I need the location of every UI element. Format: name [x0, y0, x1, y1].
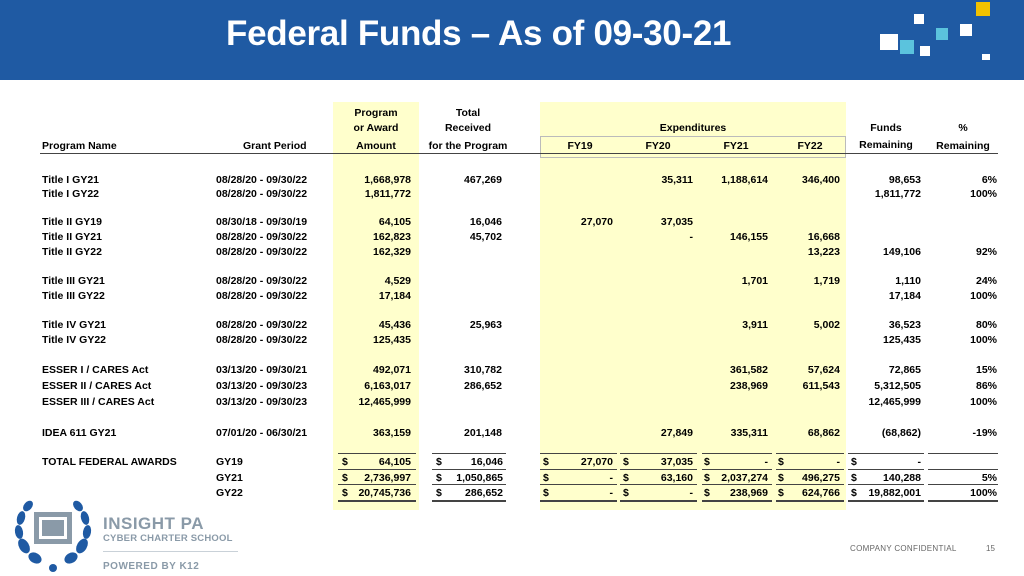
- dollar-sign: $: [436, 487, 442, 499]
- totals-rule: [540, 500, 617, 502]
- cell-fy22: 346,400: [802, 174, 840, 186]
- cell-period: 08/28/20 - 09/30/22: [216, 334, 308, 346]
- totals-rule: [848, 500, 924, 502]
- cell-remaining: 125,435: [883, 334, 921, 346]
- cell-remaining: 72,865: [888, 364, 921, 376]
- cell-award: 492,071: [373, 364, 411, 376]
- totals-rule: [432, 453, 506, 454]
- cell-name: Title II GY21: [42, 231, 102, 243]
- cell-period: 08/28/20 - 09/30/22: [216, 246, 308, 258]
- laurel-keystone-icon: [12, 494, 94, 574]
- cell-award: 64,105: [378, 216, 411, 228]
- dollar-sign: $: [543, 487, 549, 499]
- cell-period: 08/30/18 - 09/30/19: [216, 216, 308, 228]
- dollar-sign: $: [851, 456, 857, 468]
- cell-received: 16,046: [470, 456, 503, 468]
- cell-award: 125,435: [373, 334, 411, 346]
- cell-name: Title III GY22: [42, 290, 105, 302]
- cell-name: ESSER II / CARES Act: [42, 380, 152, 392]
- cell-gy: GY21: [216, 472, 243, 484]
- cell-name: Title IV GY21: [42, 319, 106, 331]
- cell-period: 08/28/20 - 09/30/22: [216, 319, 308, 331]
- totals-rule: [928, 469, 998, 470]
- cell-pct: 15%: [975, 364, 997, 376]
- cell-award: 12,465,999: [358, 396, 411, 408]
- dollar-sign: $: [851, 487, 857, 499]
- header-program-award-1: Program: [354, 107, 398, 119]
- cell-name: Title I GY21: [42, 174, 99, 186]
- logo-line3: POWERED BY K12: [103, 561, 200, 572]
- cell-award: 1,811,772: [364, 188, 411, 200]
- dollar-sign: $: [704, 487, 710, 499]
- cell-pct: 86%: [975, 380, 997, 392]
- cell-fy22: 1,719: [813, 275, 840, 287]
- totals-rule: [620, 500, 697, 502]
- cell-received: 201,148: [464, 427, 502, 439]
- dollar-sign: $: [851, 472, 857, 484]
- cell-received: 467,269: [464, 174, 502, 186]
- confidential-label: COMPANY CONFIDENTIAL: [850, 544, 957, 553]
- totals-rule: [432, 469, 506, 470]
- cell-period: 03/13/20 - 09/30/21: [216, 364, 308, 376]
- totals-rule: [702, 484, 772, 485]
- dollar-sign: $: [778, 472, 784, 484]
- totals-rule: [848, 484, 924, 485]
- cell-fy20: 63,160: [660, 472, 693, 484]
- totals-rule: [776, 500, 844, 502]
- cell-fy19: 27,070: [580, 456, 613, 468]
- cell-pct: 100%: [970, 290, 997, 302]
- cell-fy22: 13,223: [807, 246, 840, 258]
- cell-award: 4,529: [384, 275, 411, 287]
- totals-rule: [338, 500, 416, 502]
- cell-fy21: 361,582: [730, 364, 768, 376]
- cell-fy19: 27,070: [580, 216, 613, 228]
- dollar-sign: $: [778, 456, 784, 468]
- cell-fy22: -: [836, 456, 840, 468]
- cell-remaining: 140,288: [883, 472, 921, 484]
- logo-divider: [103, 551, 238, 552]
- cell-fy19: -: [609, 472, 613, 484]
- cell-fy22: 496,275: [802, 472, 840, 484]
- dollar-sign: $: [704, 472, 710, 484]
- cell-name: Title II GY22: [42, 246, 102, 258]
- cell-fy20: -: [689, 487, 693, 499]
- totals-rule: [540, 453, 617, 454]
- header-funds-remaining-1: Funds: [870, 122, 902, 134]
- cell-remaining: 1,110: [895, 275, 921, 287]
- cell-remaining: (68,862): [881, 427, 921, 439]
- cell-remaining: 36,523: [888, 319, 921, 331]
- dollar-sign: $: [543, 472, 549, 484]
- cell-received: 45,702: [469, 231, 502, 243]
- logo-line1: INSIGHT PA: [103, 514, 205, 533]
- dollar-sign: $: [342, 456, 348, 468]
- cell-received: 16,046: [469, 216, 502, 228]
- cell-remaining: 5,312,505: [874, 380, 921, 392]
- cell-fy22: 624,766: [802, 487, 840, 499]
- totals-rule: [848, 453, 924, 454]
- cell-award: 17,184: [378, 290, 411, 302]
- cell-pct: -19%: [972, 427, 997, 439]
- award-column-highlight: [333, 102, 419, 510]
- cell-received: 1,050,865: [456, 472, 503, 484]
- totals-rule: [776, 469, 844, 470]
- header-program-name: Program Name: [42, 140, 117, 152]
- cell-fy20: 35,311: [661, 174, 693, 186]
- header-program-award-2: or Award: [353, 122, 399, 134]
- totals-rule: [620, 484, 697, 485]
- cell-received: 286,652: [464, 380, 502, 392]
- cell-fy21: 1,188,614: [721, 174, 768, 186]
- totals-rule: [702, 469, 772, 470]
- totals-rule: [702, 453, 772, 454]
- cell-pct: 100%: [970, 334, 997, 346]
- dollar-sign: $: [623, 472, 629, 484]
- totals-rule: [928, 484, 998, 485]
- cell-award: 2,736,997: [364, 472, 411, 484]
- cell-fy21: 2,037,274: [721, 472, 768, 484]
- cell-received: 310,782: [464, 364, 502, 376]
- cell-name: Title III GY21: [42, 275, 105, 287]
- cell-fy21: 335,311: [730, 427, 768, 439]
- cell-gy: GY22: [216, 487, 243, 499]
- header-fy21: FY21: [723, 140, 749, 152]
- header-pct-remaining-2: Remaining: [936, 140, 990, 152]
- totals-rule: [928, 453, 998, 454]
- cell-name: ESSER III / CARES Act: [42, 396, 155, 408]
- totals-rule: [702, 500, 772, 502]
- cell-award: 1,668,978: [364, 174, 411, 186]
- dollar-sign: $: [704, 456, 710, 468]
- cell-remaining: 12,465,999: [868, 396, 921, 408]
- dollar-sign: $: [342, 487, 348, 499]
- totals-rule: [776, 484, 844, 485]
- cell-pct: 100%: [970, 487, 997, 499]
- cell-remaining: 17,184: [888, 290, 921, 302]
- header-expenditures: Expenditures: [659, 122, 727, 134]
- cell-pct: 100%: [970, 188, 997, 200]
- cell-name: ESSER I / CARES Act: [42, 364, 149, 376]
- totals-rule: [338, 453, 416, 454]
- dollar-sign: $: [623, 456, 629, 468]
- cell-fy21: 146,155: [730, 231, 768, 243]
- cell-remaining: -: [917, 456, 921, 468]
- cell-received: 286,652: [465, 487, 503, 499]
- cell-gy: GY19: [216, 456, 243, 468]
- totals-rule: [928, 500, 998, 502]
- totals-rule: [432, 500, 506, 502]
- cell-name: Title II GY19: [42, 216, 102, 228]
- totals-label: TOTAL FEDERAL AWARDS: [42, 456, 177, 468]
- cell-award: 64,105: [378, 456, 411, 468]
- cell-period: 07/01/20 - 06/30/21: [216, 427, 308, 439]
- totals-rule: [540, 469, 617, 470]
- logo-line2: CYBER CHARTER SCHOOL: [103, 533, 233, 544]
- cell-pct: 24%: [975, 275, 997, 287]
- cell-period: 08/28/20 - 09/30/22: [216, 290, 308, 302]
- cell-fy22: 57,624: [807, 364, 840, 376]
- header-grant-period: Grant Period: [243, 140, 307, 152]
- cell-remaining: 98,653: [888, 174, 921, 186]
- cell-fy22: 16,668: [807, 231, 840, 243]
- header-underline: [40, 153, 998, 154]
- cell-pct: 100%: [970, 396, 997, 408]
- cell-fy19: -: [609, 487, 613, 499]
- cell-award: 162,329: [373, 246, 411, 258]
- expenditures-column-highlight: [540, 102, 846, 510]
- cell-award: 363,159: [373, 427, 411, 439]
- cell-fy21: 238,969: [730, 380, 768, 392]
- cell-fy20: 37,035: [660, 216, 693, 228]
- cell-remaining: 19,882,001: [868, 487, 921, 499]
- cell-pct: 80%: [975, 319, 997, 331]
- header-fy20: FY20: [645, 140, 671, 152]
- cell-name: IDEA 611 GY21: [42, 427, 117, 439]
- cell-fy21: -: [764, 456, 768, 468]
- totals-rule: [338, 469, 416, 470]
- cell-fy21: 1,701: [741, 275, 768, 287]
- cell-period: 03/13/20 - 09/30/23: [216, 380, 308, 392]
- header-funds-remaining-2: Remaining: [859, 139, 913, 151]
- totals-rule: [848, 469, 924, 470]
- cell-award: 162,823: [373, 231, 411, 243]
- cell-remaining: 149,106: [883, 246, 921, 258]
- page-number: 15: [986, 544, 995, 553]
- cell-award: 20,745,736: [358, 487, 411, 499]
- totals-rule: [620, 453, 697, 454]
- header-program-award-3: Amount: [356, 140, 396, 152]
- cell-pct: 6%: [981, 174, 997, 186]
- cell-period: 03/13/20 - 09/30/23: [216, 396, 308, 408]
- cell-pct: 5%: [981, 472, 997, 484]
- totals-rule: [432, 484, 506, 485]
- cell-fy21: 238,969: [730, 487, 768, 499]
- totals-rule: [338, 484, 416, 485]
- dollar-sign: $: [342, 472, 348, 484]
- header-fy22: FY22: [797, 140, 823, 152]
- cell-fy20: 37,035: [660, 456, 693, 468]
- header-total-received-2: Received: [444, 122, 492, 134]
- cell-period: 08/28/20 - 09/30/22: [216, 174, 308, 186]
- cell-received: 25,963: [469, 319, 502, 331]
- cell-pct: 92%: [975, 246, 997, 258]
- cell-name: Title IV GY22: [42, 334, 106, 346]
- dollar-sign: $: [778, 487, 784, 499]
- decorative-squares: [880, 0, 1000, 60]
- cell-fy22: 611,543: [802, 380, 840, 392]
- cell-award: 6,163,017: [364, 380, 411, 392]
- dollar-sign: $: [623, 487, 629, 499]
- slide-title: Federal Funds – As of 09-30-21: [226, 14, 732, 53]
- cell-period: 08/28/20 - 09/30/22: [216, 188, 308, 200]
- totals-rule: [620, 469, 697, 470]
- cell-period: 08/28/20 - 09/30/22: [216, 275, 308, 287]
- cell-fy22: 5,002: [813, 319, 840, 331]
- totals-rule: [540, 484, 617, 485]
- cell-fy21: 3,911: [742, 319, 768, 331]
- cell-fy20: 27,849: [660, 427, 693, 439]
- header-fy19: FY19: [567, 140, 593, 152]
- header-total-received-3: for the Program: [428, 140, 508, 152]
- cell-award: 45,436: [378, 319, 411, 331]
- cell-fy22: 68,862: [807, 427, 840, 439]
- cell-period: 08/28/20 - 09/30/22: [216, 231, 308, 243]
- dollar-sign: $: [436, 472, 442, 484]
- dollar-sign: $: [543, 456, 549, 468]
- cell-name: Title I GY22: [42, 188, 99, 200]
- dollar-sign: $: [436, 456, 442, 468]
- header-pct-remaining-1: %: [958, 122, 968, 134]
- totals-rule: [776, 453, 844, 454]
- cell-remaining: 1,811,772: [874, 188, 921, 200]
- cell-fy20: -: [689, 231, 693, 243]
- header-total-received-1: Total: [455, 107, 481, 119]
